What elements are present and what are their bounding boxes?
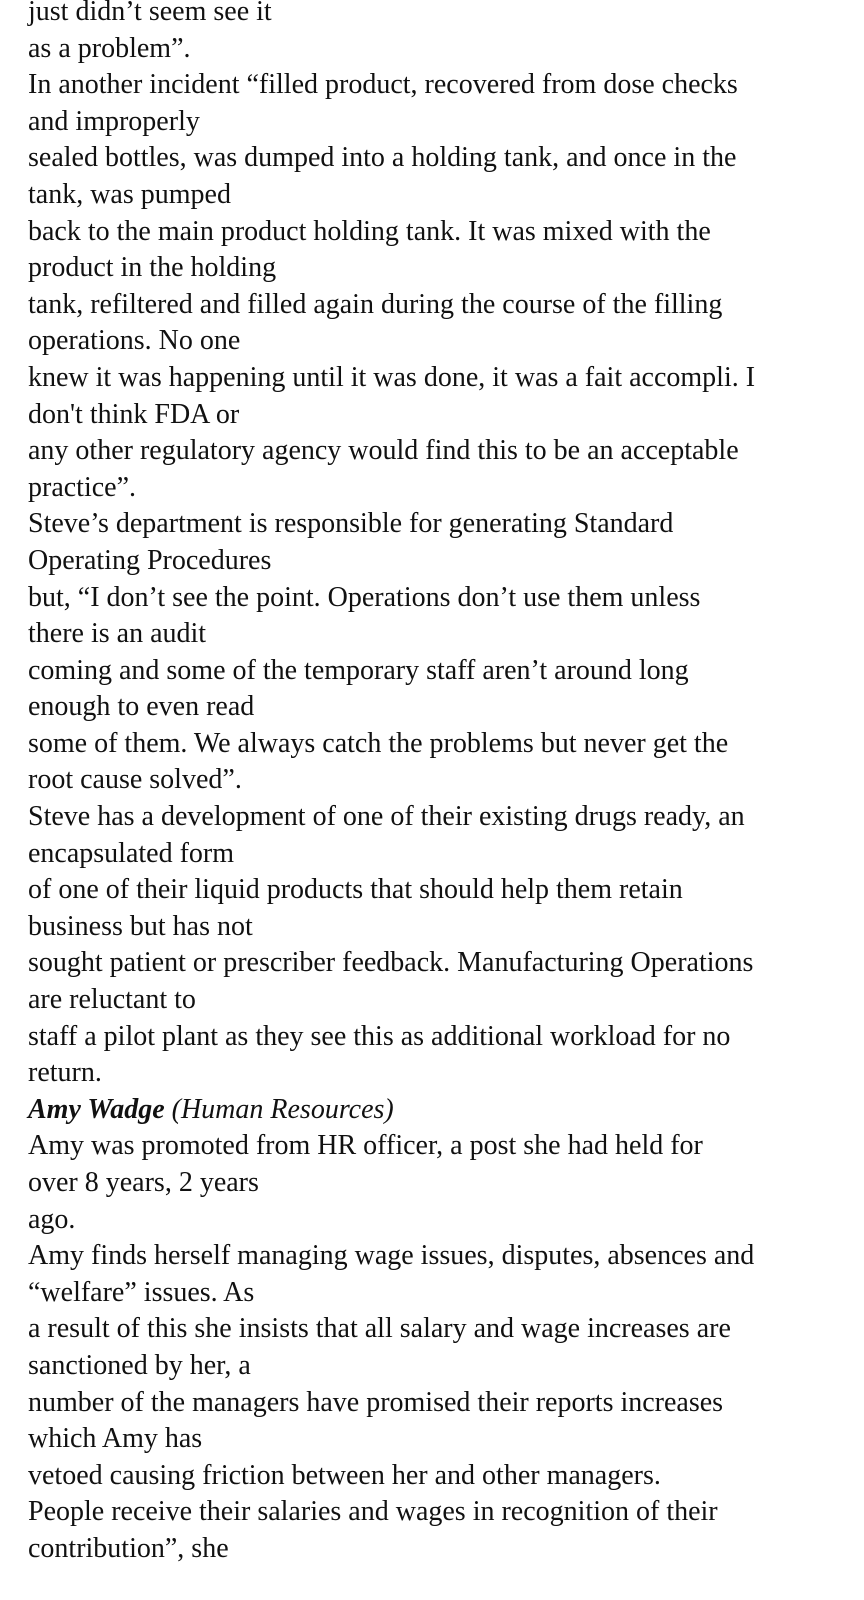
text-line: are reluctant to: [28, 984, 196, 1016]
text-block-amy: [28, 1128, 858, 1567]
section-heading: [28, 1092, 858, 1129]
text-line: ago.: [28, 1203, 76, 1235]
text-line: staff a pilot plant as they see this as additional workload for no: [28, 1020, 731, 1052]
text-line: of one of their liquid products that should help them retain: [28, 874, 683, 906]
text-line: there is an audit: [28, 618, 207, 650]
document-page: [28, 0, 858, 1568]
text-block-steve: [28, 0, 858, 1092]
text-line: contribution”, she: [28, 1532, 229, 1564]
text-line: don't think FDA or: [28, 398, 240, 430]
text-line: sealed bottles, was dumped into a holding tank, and once in the: [28, 142, 737, 174]
text-line: Amy was promoted from HR officer, a post she had held for: [28, 1130, 703, 1162]
text-line: sanctioned by her, a: [28, 1349, 251, 1381]
text-line: business but has not: [28, 910, 253, 942]
person-name: Amy Wadge: [28, 1093, 165, 1125]
text-line: enough to even read: [28, 691, 255, 723]
text-line: encapsulated form: [28, 837, 235, 869]
text-line: People receive their salaries and wages in recognition of their: [28, 1496, 718, 1528]
text-line: over 8 years, 2 years: [28, 1167, 259, 1198]
text-line: vetoed causing friction between her and other managers.: [28, 1459, 661, 1491]
text-line: Amy finds herself managing wage issues, disputes, absences and: [28, 1240, 755, 1272]
text-line: back to the main product holding tank. It was mixed with the: [28, 215, 711, 247]
text-line: any other regulatory agency would find this to be an acceptable: [28, 435, 739, 467]
text-line: Operating Procedures: [28, 544, 272, 576]
text-line: In another incident “filled product, recovered from dose checks: [28, 69, 738, 101]
text-line: Steve’s department is responsible for generating Standard: [28, 508, 674, 540]
text-line: and improperly: [28, 105, 200, 137]
text-line: a result of this she insists that all salary and wage increases are: [28, 1313, 731, 1345]
text-line: as a problem”.: [28, 32, 191, 64]
text-line: just didn’t seem see it: [28, 0, 272, 27]
text-line: tank, was pumped: [28, 178, 231, 210]
text-line: number of the managers have promised their reports increases: [28, 1386, 724, 1418]
text-line: practice”.: [28, 471, 137, 503]
text-line: Steve has a development of one of their existing drugs ready, an: [28, 801, 745, 833]
text-line: but, “I don’t see the point. Operations don’t use them unless: [28, 581, 701, 613]
person-role: (Human Resources): [171, 1093, 394, 1125]
text-line: product in the holding: [28, 252, 277, 284]
text-line: coming and some of the temporary staff aren’t around long: [28, 654, 689, 686]
text-line: which Amy has: [28, 1423, 203, 1455]
text-line: root cause solved”.: [28, 764, 242, 796]
text-line: return.: [28, 1057, 102, 1089]
text-line: knew it was happening until it was done, it was a fait accompli. I: [28, 361, 756, 393]
text-line: operations. No one: [28, 325, 241, 357]
text-line: “welfare” issues. As: [28, 1276, 255, 1308]
text-line: tank, refiltered and filled again during the course of the filling: [28, 288, 723, 320]
text-line: sought patient or prescriber feedback. Manufacturing Operations: [28, 947, 754, 979]
text-line: some of them. We always catch the problems but never get the: [28, 727, 729, 759]
